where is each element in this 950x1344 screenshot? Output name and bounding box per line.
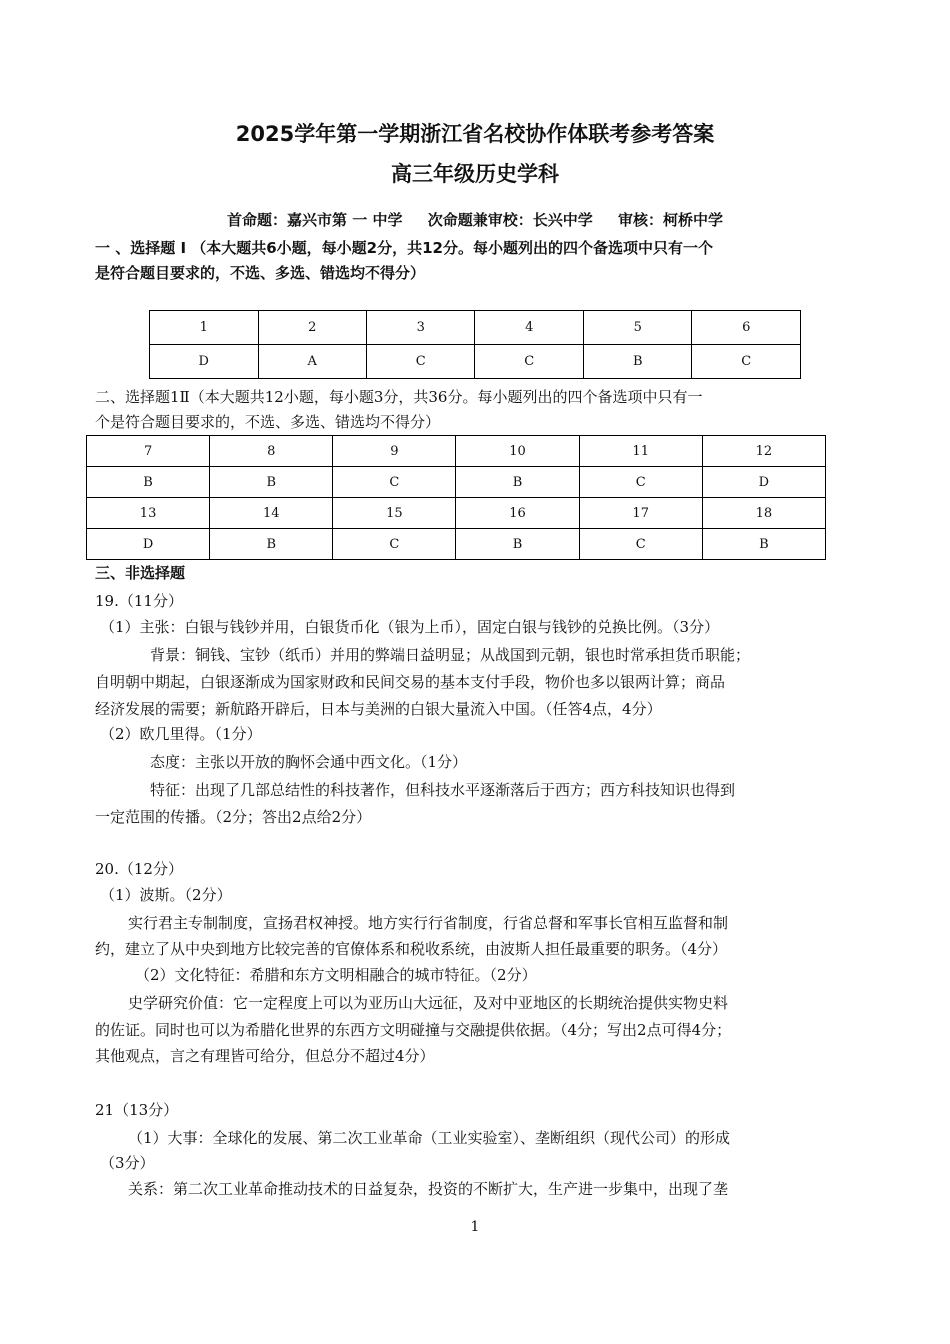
question-number: 9	[333, 436, 456, 467]
answer-cell: C	[333, 529, 456, 560]
answer-cell: B	[583, 345, 691, 379]
question-number: 4	[475, 311, 584, 345]
section3-heading: 三、非选择题	[95, 564, 186, 582]
section2-answer-table	[86, 435, 826, 560]
section1-answer-table	[149, 310, 801, 379]
question-21-header: 21（13分）	[95, 1101, 179, 1119]
table-row	[150, 345, 801, 379]
authors-line	[0, 209, 950, 230]
answer-cell: C	[475, 345, 584, 379]
question-number: 18	[702, 498, 825, 529]
text-line: 史学研究价值：它一定程度上可以为亚历山大远征，及对中亚地区的长期统治提供实物史料	[128, 994, 729, 1012]
text-line: 其他观点，言之有理皆可给分，但总分不超过4分）	[95, 1047, 435, 1065]
question-number: 13	[87, 498, 210, 529]
text-line: 约，建立了从中央到地方比较完善的官僚体系和税收系统，由波斯人担任最重要的职务。（4分）	[95, 940, 728, 958]
answer-cell: C	[366, 345, 475, 379]
answer-cell: C	[579, 467, 702, 498]
question-number: 16	[456, 498, 579, 529]
question-number: 7	[87, 436, 210, 467]
first-author: 首命题：嘉兴市第 一 中学	[227, 211, 403, 229]
table-row	[87, 467, 826, 498]
table-row	[87, 498, 826, 529]
answer-cell: B	[456, 467, 579, 498]
text-line: （1）大事：全球化的发展、第二次工业革命（工业实验室）、垄断组织（现代公司）的形成	[128, 1129, 731, 1147]
text-line: 实行君主专制制度，宣扬君权神授。地方实行行省制度，行省总督和军事长官相互监督和制	[128, 914, 729, 932]
section2-heading: 二、选择题1Ⅱ（本大题共12小题，每小题3分，共36分。每小题列出的四个备选项中只有一 个是符合题目要求的，不选、多选、错选均不得分）	[95, 388, 703, 431]
text-line: （2）文化特征：希腊和东方文明相融合的城市特征。（2分）	[135, 966, 537, 984]
answer-cell: B	[456, 529, 579, 560]
text-line: 关系：第二次工业革命推动技术的日益复杂，投资的不断扩大，生产进一步集中，出现了垄	[128, 1180, 729, 1198]
document-title: 2025学年第一学期浙江省名校协作体联考参考答案	[235, 122, 715, 146]
question-number: 11	[579, 436, 702, 467]
text-line: 特征：出现了几部总结性的科技著作，但科技水平逐渐落后于西方；西方科技知识也得到	[150, 781, 736, 799]
table-row	[150, 311, 801, 345]
second-author: 次命题兼审校：长兴中学	[427, 211, 593, 229]
question-number: 5	[583, 311, 691, 345]
answer-cell: C	[579, 529, 702, 560]
question-number: 1	[150, 311, 259, 345]
text-line: （3分）	[100, 1154, 155, 1172]
document-subtitle: 高三年级历史学科	[391, 162, 559, 186]
answer-cell: C	[692, 345, 801, 379]
question-number: 2	[258, 311, 366, 345]
answer-cell: A	[258, 345, 366, 379]
answer-cell: B	[702, 529, 825, 560]
question-number: 10	[456, 436, 579, 467]
question-number: 17	[579, 498, 702, 529]
question-number: 15	[333, 498, 456, 529]
text-line: （1）波斯。（2分）	[100, 886, 232, 904]
table-row	[87, 529, 826, 560]
text-line: 一定范围的传播。（2分；答出2点给2分）	[95, 808, 372, 826]
text-line: 自明朝中期起，白银逐渐成为国家财政和民间交易的基本支付手段，物价也多以银两计算；商品	[95, 673, 726, 691]
question-number: 6	[692, 311, 801, 345]
answer-cell: B	[210, 529, 333, 560]
table-row	[87, 436, 826, 467]
question-number: 12	[702, 436, 825, 467]
text-line: 的佐证。同时也可以为希腊化世界的东西方文明碰撞与交融提供依据。（4分；写出2点可得4分；	[95, 1021, 732, 1039]
question-19-header: 19.（11分）	[95, 592, 183, 610]
answer-cell: B	[210, 467, 333, 498]
answer-cell: D	[702, 467, 825, 498]
question-number: 8	[210, 436, 333, 467]
question-20-header: 20.（12分）	[95, 860, 183, 878]
question-number: 14	[210, 498, 333, 529]
section1-heading: 一 、选择题 Ⅰ （本大题共6小题，每小题2分，共12分。每小题列出的四个备选项中只有一个 是符合题目要求的，不选、多选、错选均不得分）	[95, 239, 713, 282]
answer-cell: C	[333, 467, 456, 498]
text-line: 态度：主张以开放的胸怀会通中西文化。（1分）	[150, 753, 468, 771]
question-number: 3	[366, 311, 475, 345]
text-line: 背景：铜钱、宝钞（纸币）并用的弊端日益明显；从战国到元朝，银也时常承担货币职能；	[150, 646, 751, 664]
reviewer: 审核：柯桥中学	[617, 211, 723, 229]
text-line: （2）欧几里得。（1分）	[100, 725, 262, 743]
answer-cell: B	[87, 467, 210, 498]
answer-cell: D	[87, 529, 210, 560]
text-line: 经济发展的需要；新航路开辟后，日本与美洲的白银大量流入中国。（任答4点，4分）	[95, 700, 662, 718]
answer-cell: D	[150, 345, 259, 379]
page-number: 1	[470, 1219, 480, 1235]
text-line: （1）主张：白银与钱钞并用，白银货币化（银为上币），固定白银与钱钞的兑换比例。（3分）	[100, 618, 720, 636]
